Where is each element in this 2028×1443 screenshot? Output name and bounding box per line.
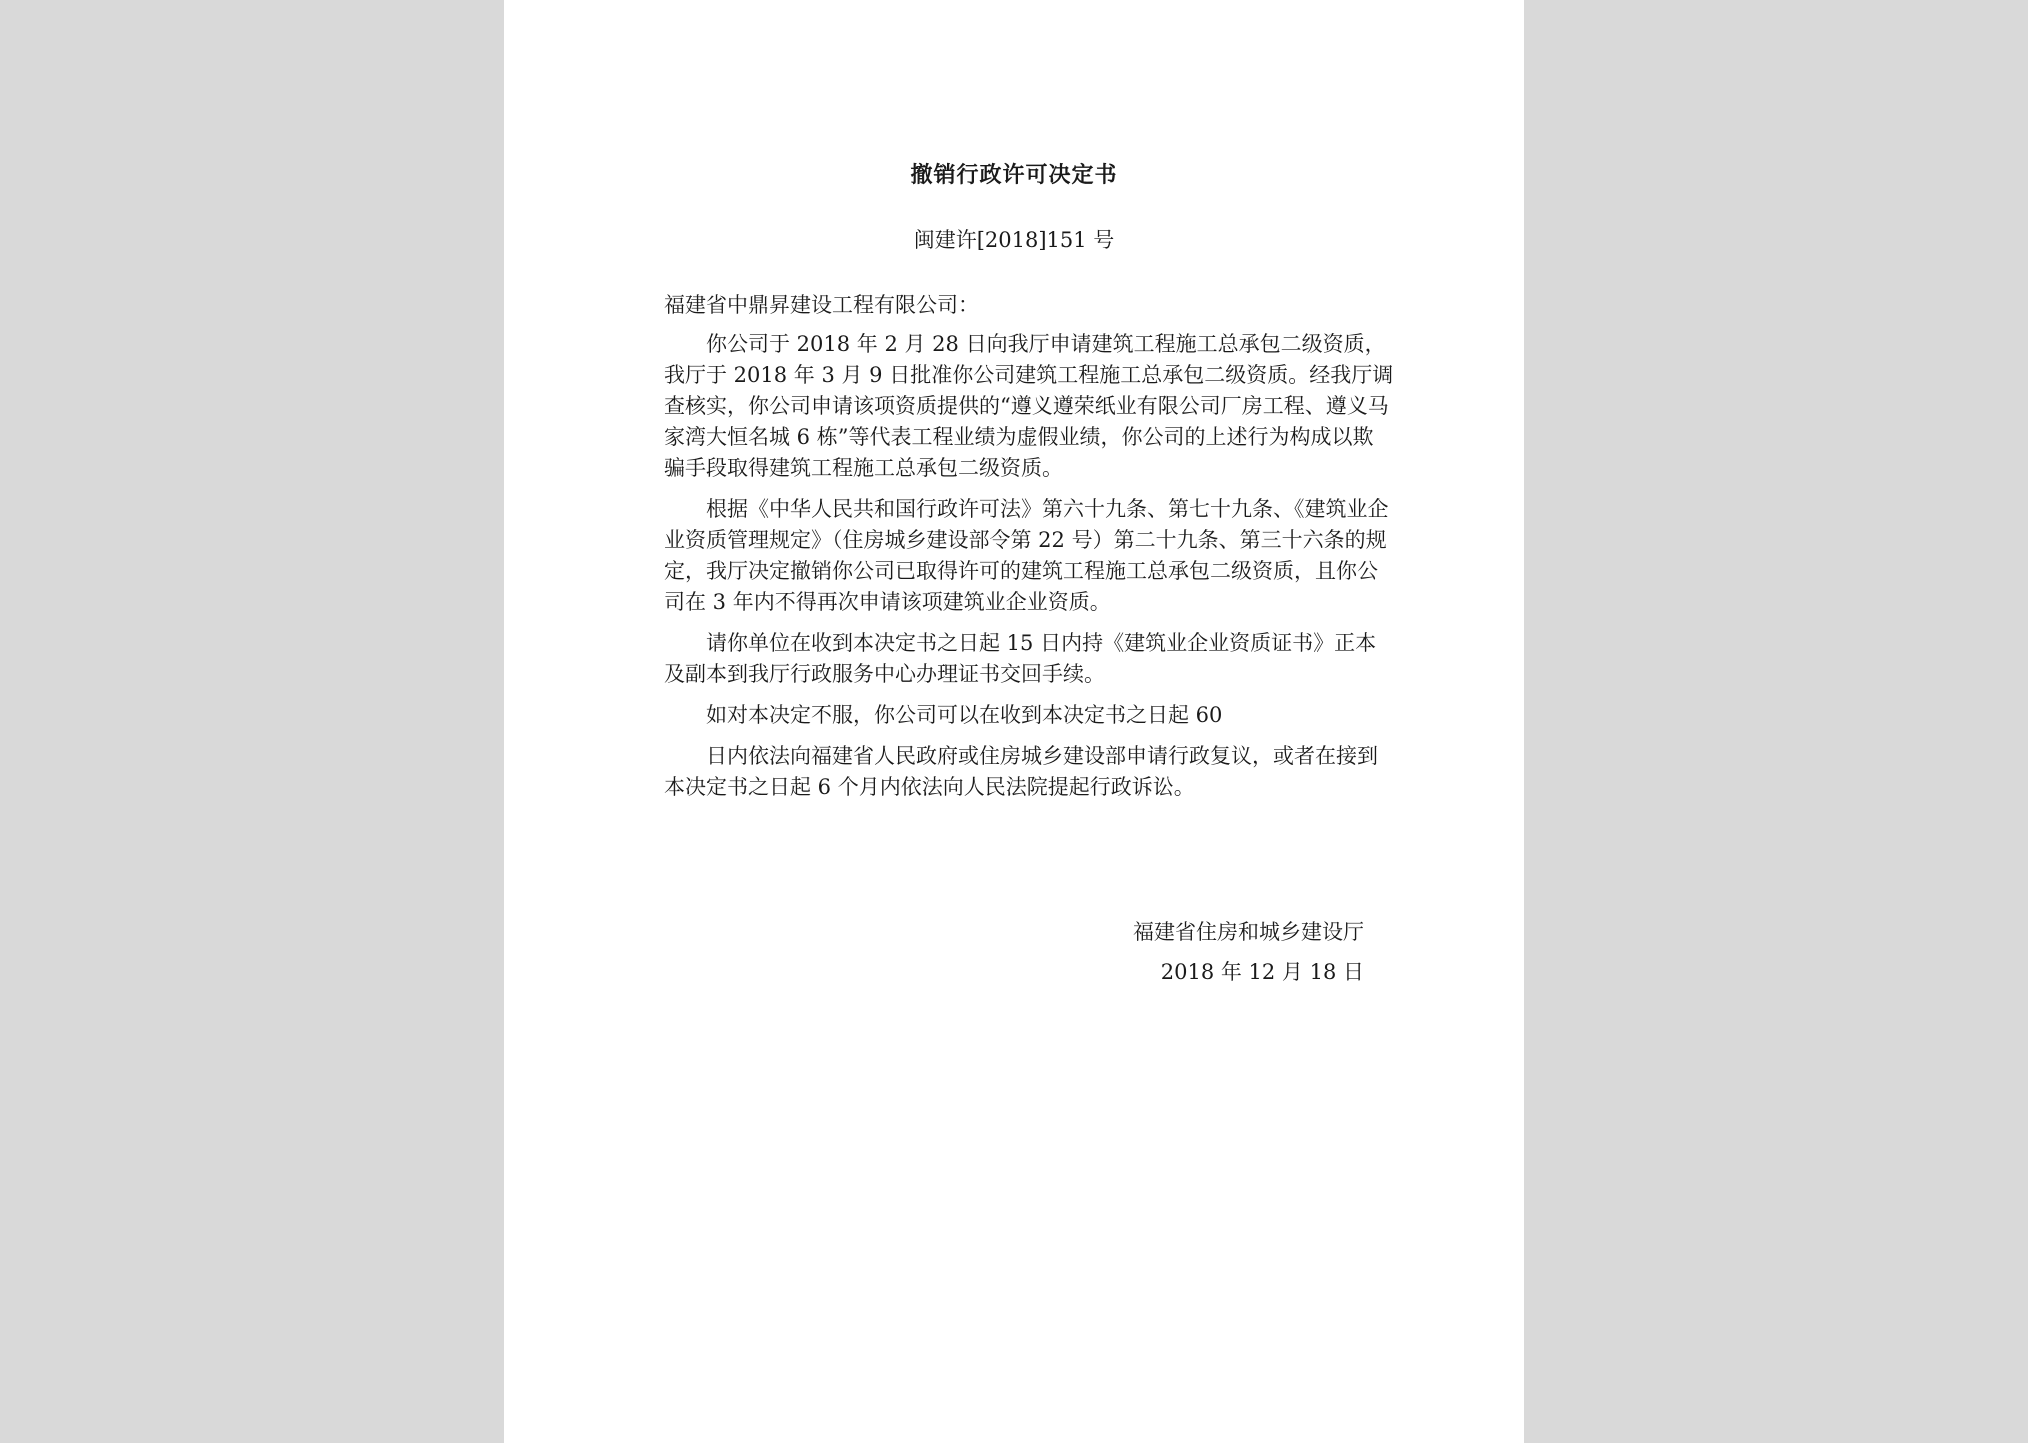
document-body — [664, 290, 1394, 813]
paragraph-1: 你公司于 2018 年 2 月 28 日向我厅申请建筑工程施工总承包二级资质，我厅于 2018 年 3 月 9 日批准你公司建筑工程施工总承包二级资质。经我厅调查核实，你公司申请该项资质提供的“遵义遵荣纸业有限公司厂房工程、遵义马家湾大恒名城 6 栋”等代表工程业绩为虚假业绩，你公司的上述行为构成以欺骗手段取得建筑工程施工总承包二级资质。 — [664, 332, 1394, 480]
document-title: 撤销行政许可决定书 — [910, 162, 1118, 188]
paragraph-5: 日内依法向福建省人民政府或住房城乡建设部申请行政复议，或者在接到本决定书之日起 6 个月内依法向人民法院提起行政诉讼。 — [664, 744, 1378, 799]
signature-block — [504, 912, 1364, 992]
document-page — [504, 0, 1524, 1443]
addressee: 福建省中鼎昇建设工程有限公司： — [664, 293, 979, 317]
paragraph-4: 如对本决定不服，你公司可以在收到本决定书之日起 60 — [706, 703, 1223, 727]
issue-date: 2018 年 12 月 18 日 — [1160, 960, 1364, 984]
paragraph-2: 根据《中华人民共和国行政许可法》第六十九条、第七十九条、《建筑业企业资质管理规定》（住房城乡建设部令第 22 号）第二十九条、第三十六条的规定，我厅决定撤销你公司已取得许可的建筑工程施工总承包二级资质，且你公司在 3 年内不得再次申请该项建筑业企业资质。 — [664, 497, 1389, 614]
paragraph-3: 请你单位在收到本决定书之日起 15 日内持《建筑业企业资质证书》正本及副本到我厅行政服务中心办理证书交回手续。 — [664, 631, 1377, 686]
issuer-name: 福建省住房和城乡建设厅 — [1133, 920, 1364, 944]
document-number: 闽建许[2018]151 号 — [913, 228, 1115, 252]
